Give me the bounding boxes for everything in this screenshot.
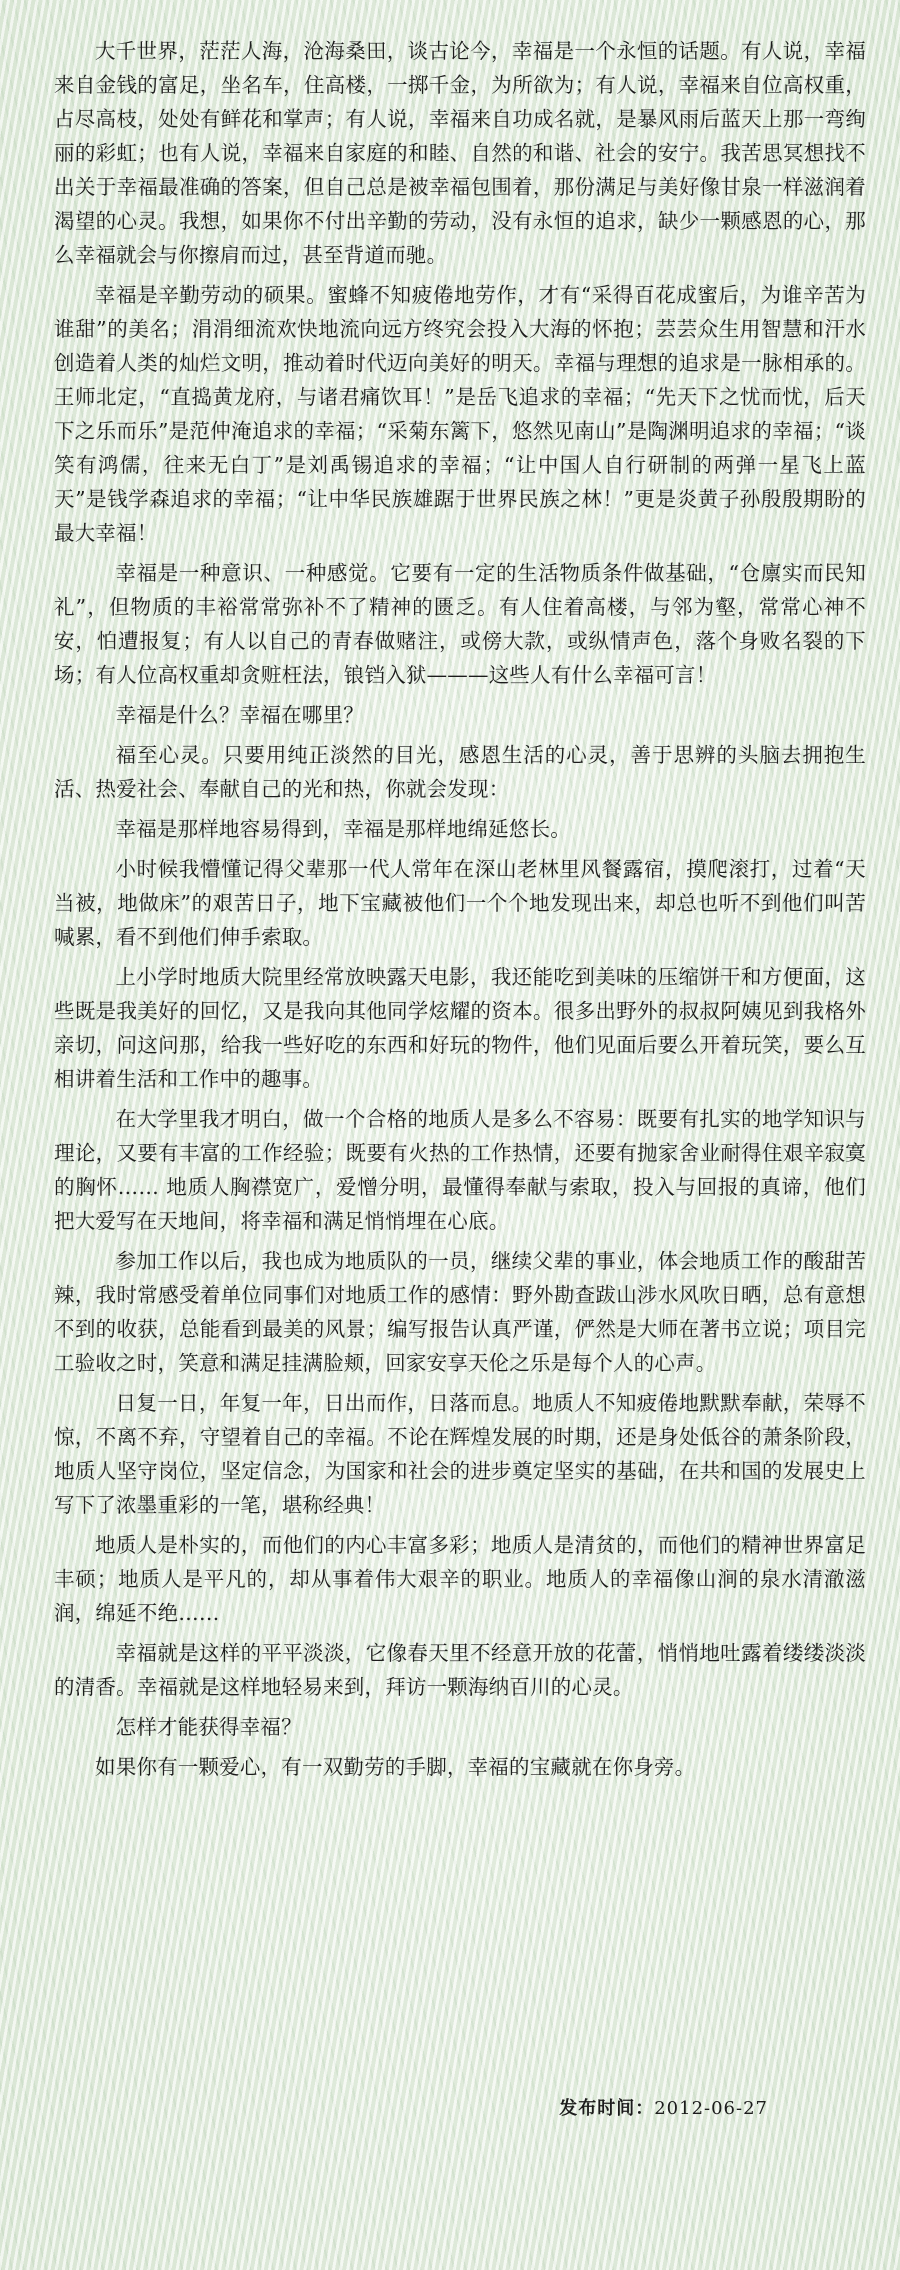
paragraph-plain: 幸福就是这样的平平淡淡，它像春天里不经意开放的花蕾，悄悄地吐露着缕缕淡淡的清香。幸福就是这样地轻易来到，拜访一颗海纳百川的心灵。 — [54, 1641, 866, 1699]
paragraph-easy: 幸福是那样地容易得到，幸福是那样地绵延悠长。 — [115, 817, 571, 841]
paragraph-heart: 福至心灵。只要用纯正淡然的目光，感恩生活的心灵，善于思辨的头脑去拥抱生活、热爱社会、奉献自己的光和热，你就会发现： — [54, 743, 866, 801]
paragraph-childhood: 小时候我懵懂记得父辈那一代人常年在深山老林里风餐露宿，摸爬滚打，过着“天当被，地做床”的艰苦日子，地下宝藏被他们一个个地发现出来，却总也听不到他们叫苦喊累，看不到他们伸手索取。 — [54, 857, 866, 949]
paragraph-university: 在大学里我才明白，做一个合格的地质人是多么不容易：既要有扎实的地学知识与理论，又要有丰富的工作经验；既要有火热的工作热情，还要有抛家舍业耐得住艰辛寂寞的胸怀…… 地质人胸襟宽广，爱憎分明，最懂得奉献与索取，投入与回报的真谛，他们把大爱写在天地间，将幸福和满足悄悄埋在心底。 — [54, 1107, 866, 1233]
paragraph-conclusion: 如果你有一颗爱心，有一双勤劳的手脚，幸福的宝藏就在你身旁。 — [95, 1755, 696, 1779]
paragraph-consciousness: 幸福是一种意识、一种感觉。它要有一定的生活物质条件做基础，“仓廪实而民知礼”，但物质的丰裕常常弥补不了精神的匮乏。有人住着高楼，与邻为壑，常常心神不安，怕遭报复；有人以自己的青春做赌注，或傍大款，或纵情声色，落个身败名裂的下场；有人位高权重却贪赃枉法，锒铛入狱———这些人有什么幸福可言！ — [54, 561, 866, 687]
paragraph-geologists: 地质人是朴实的，而他们的内心丰富多彩；地质人是清贫的，而他们的精神世界富足丰硕；地质人是平凡的，却从事着伟大艰辛的职业。地质人的幸福像山涧的泉水清澈滋润，绵延不绝…… — [54, 1533, 866, 1625]
article-body — [54, 34, 866, 1790]
publish-info — [559, 2094, 768, 2120]
paragraph-question: 幸福是什么？幸福在哪里？ — [115, 703, 364, 727]
paragraph-hard-work: 幸福是辛勤劳动的硕果。蜜蜂不知疲倦地劳作，才有“采得百花成蜜后，为谁辛苦为谁甜”的美名；涓涓细流欢快地流向远方终究会投入大海的怀抱；芸芸众生用智慧和汗水创造着人类的灿烂文明，推动着时代迈向美好的明天。幸福与理想的追求是一脉相承的。王师北定，“直捣黄龙府，与诸君痛饮耳！”是岳飞追求的幸福；“先天下之忧而忧，后天下之乐而乐”是范仲淹追求的幸福；“采菊东篱下，悠然见南山”是陶渊明追求的幸福；“谈笑有鸿儒，往来无白丁”是刘禹锡追求的幸福；“让中国人自行研制的两弹一星飞上蓝天”是钱学森追求的幸福；“让中华民族雄踞于世界民族之林！”更是炎黄子孙殷殷期盼的最大幸福！ — [54, 283, 866, 545]
paragraph-how: 怎样才能获得幸福？ — [115, 1715, 302, 1739]
paragraph-work: 参加工作以后，我也成为地质队的一员，继续父辈的事业，体会地质工作的酸甜苦辣，我时常感受着单位同事们对地质工作的感情：野外勘查跋山涉水风吹日晒，总有意想不到的收获，总能看到最美的风景；编写报告认真严谨，俨然是大师在著书立说；项目完工验收之时，笑意和满足挂满脸颊，回家安享天伦之乐是每个人的心声。 — [54, 1249, 866, 1375]
paragraph-intro: 大千世界，茫茫人海，沧海桑田，谈古论今，幸福是一个永恒的话题。有人说，幸福来自金钱的富足，坐名车，住高楼，一掷千金，为所欲为；有人说，幸福来自位高权重，占尽高枝，处处有鲜花和掌声；有人说，幸福来自功成名就，是暴风雨后蓝天上那一弯绚丽的彩虹；也有人说，幸福来自家庭的和睦、自然的和谐、社会的安宁。我苦思冥想找不出关于幸福最准确的答案，但自己总是被幸福包围着，那份满足与美好像甘泉一样滋润着渴望的心灵。我想，如果你不付出辛勤的劳动，没有永恒的追求，缺少一颗感恩的心，那么幸福就会与你擦肩而过，甚至背道而驰。 — [54, 39, 866, 267]
paragraph-primary-school: 上小学时地质大院里经常放映露天电影，我还能吃到美味的压缩饼干和方便面，这些既是我美好的回忆，又是我向其他同学炫耀的资本。很多出野外的叔叔阿姨见到我格外亲切，问这问那，给我一些好吃的东西和好玩的物件，他们见面后要么开着玩笑，要么互相讲着生活和工作中的趣事。 — [54, 965, 866, 1091]
paragraph-day-by-day: 日复一日，年复一年，日出而作，日落而息。地质人不知疲倦地默默奉献，荣辱不惊，不离不弃，守望着自己的幸福。不论在辉煌发展的时期，还是身处低谷的萧条阶段，地质人坚守岗位，坚定信念，为国家和社会的进步奠定坚实的基础，在共和国的发展史上写下了浓墨重彩的一笔，堪称经典！ — [54, 1391, 866, 1517]
publish-label: 发布时间： — [559, 2098, 655, 2119]
publish-date: 2012-06-27 — [654, 2098, 768, 2119]
